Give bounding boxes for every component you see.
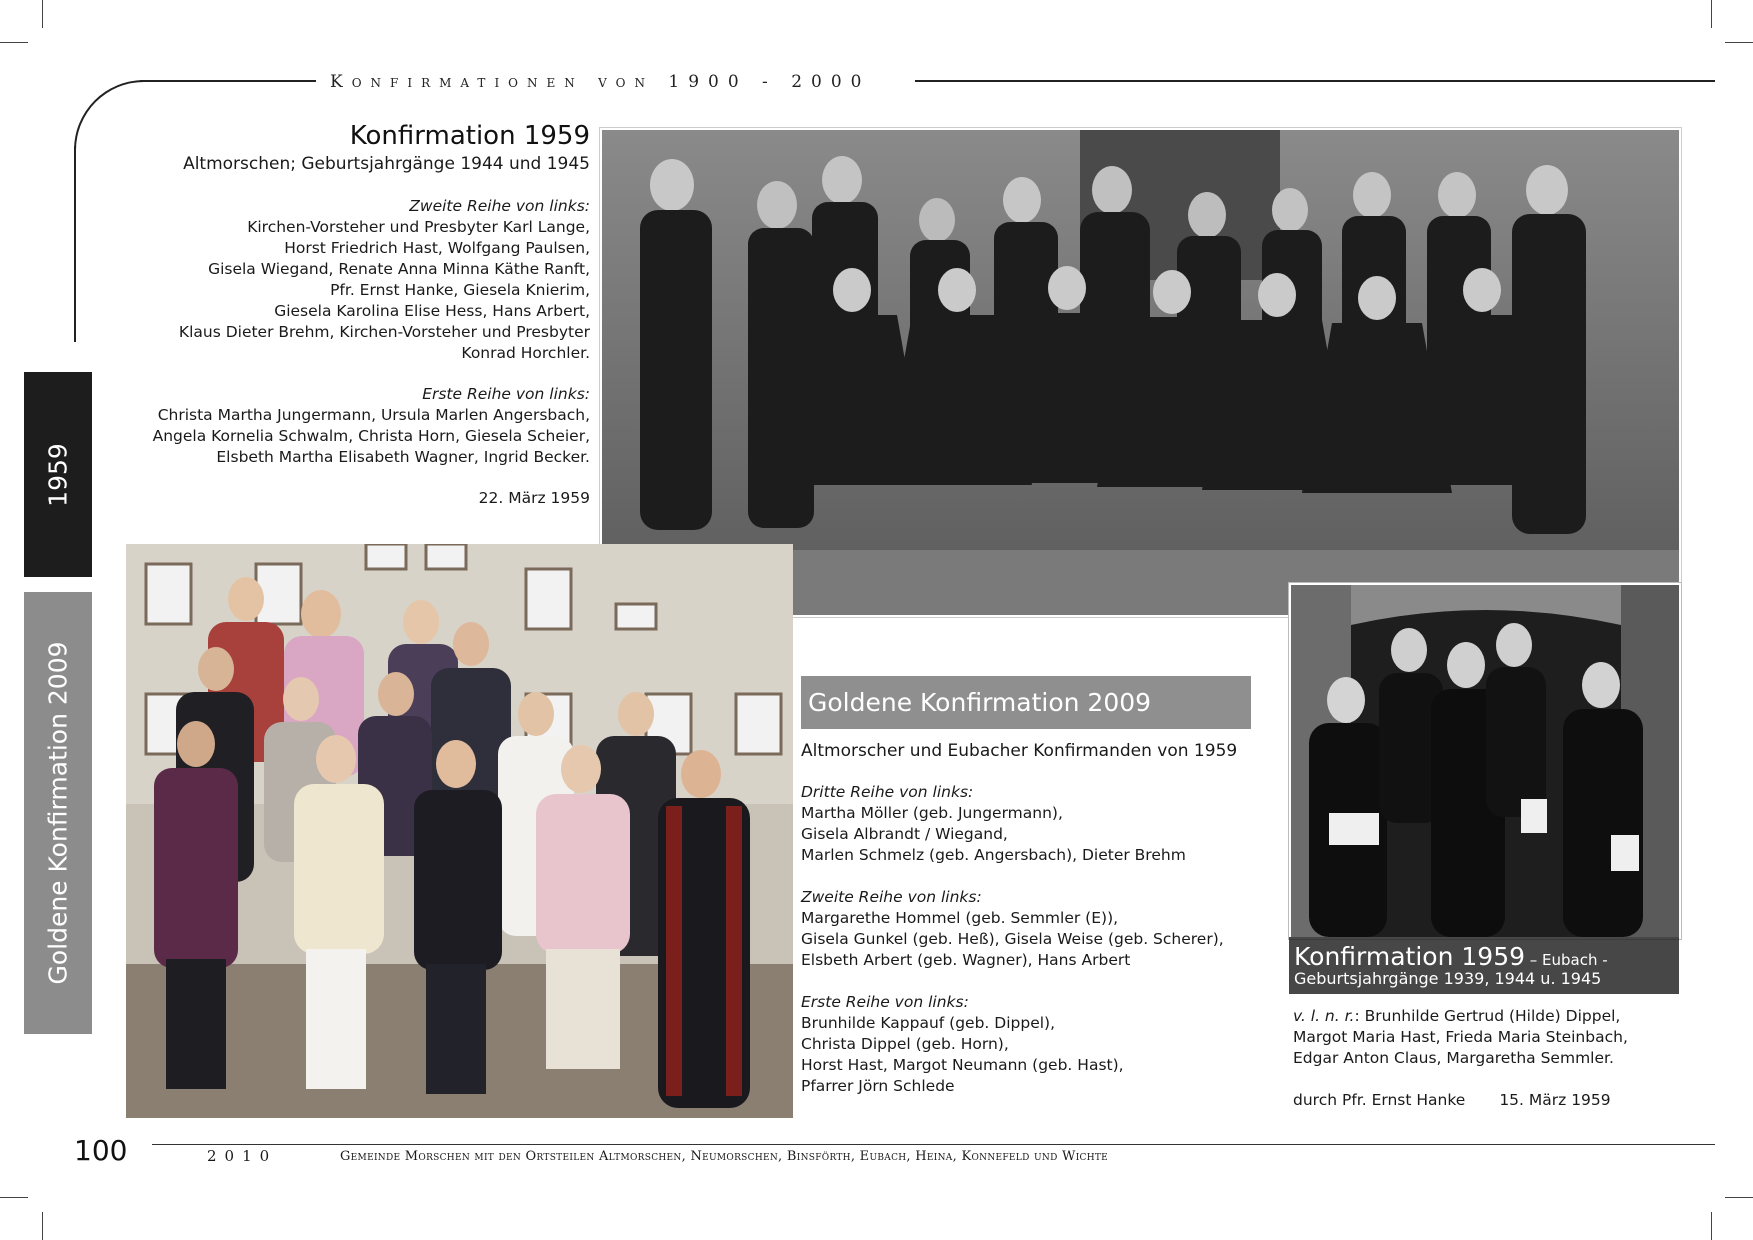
- eubach-caption-subtitle: Geburtsjahrgänge 1939, 1944 u. 1945: [1294, 969, 1602, 988]
- name-line: Gisela Gunkel (geb. Heß), Gisela Weise (geb. Scherer),: [801, 930, 1224, 948]
- eubach-date: 15. März 1959: [1499, 1091, 1611, 1109]
- group-photo-2009: [126, 544, 793, 1118]
- header-rule: [915, 80, 1715, 82]
- golden-banner: Goldene Konfirmation 2009: [801, 676, 1251, 729]
- officiant: durch Pfr. Ernst Hanke: [1293, 1091, 1466, 1109]
- crop-mark: [42, 0, 43, 28]
- name-line: Kirchen-Vorsteher und Presbyter Karl Lange,: [247, 218, 590, 236]
- name-line: Pfr. Ernst Hanke, Giesela Knierim,: [330, 281, 590, 299]
- eubach-caption-suffix: – Eubach -: [1525, 951, 1608, 969]
- group-photo-eubach: [1289, 583, 1681, 939]
- name-line: Christa Martha Jungermann, Ursula Marlen Angersbach,: [157, 406, 590, 424]
- name-line: Elsbeth Martha Elisabeth Wagner, Ingrid Becker.: [216, 448, 590, 466]
- name-line: Margarethe Hommel (geb. Semmler (E)),: [801, 909, 1119, 927]
- name-line: Brunhilde Kappauf (geb. Dippel),: [801, 1014, 1056, 1032]
- crop-mark: [0, 1197, 28, 1198]
- section-tab-label: Goldene Konfirmation 2009: [43, 641, 73, 985]
- crop-mark: [1725, 1197, 1753, 1198]
- name-line: Pfarrer Jörn Schlede: [801, 1077, 955, 1095]
- name-line: Gisela Wiegand, Renate Anna Minna Käthe Ranft,: [208, 260, 590, 278]
- eubach-caption-box: [1289, 937, 1679, 994]
- year-tab-label: 1959: [43, 442, 73, 507]
- name-line: : Brunhilde Gertrud (Hilde) Dippel,: [1354, 1007, 1621, 1025]
- row-heading: Erste Reihe von links:: [422, 385, 590, 403]
- golden-subtitle: Altmorscher und Eubacher Konfirmanden von 1959: [801, 741, 1238, 761]
- header-rule: [140, 80, 316, 82]
- header-corner-line: [74, 80, 144, 150]
- name-line: Elsbeth Arbert (geb. Wagner), Hans Arbert: [801, 951, 1131, 969]
- page-number: 100: [74, 1134, 128, 1167]
- name-line: Klaus Dieter Brehm, Kirchen-Vorsteher und Presbyter: [178, 323, 590, 341]
- row-heading: Erste Reihe von links:: [801, 993, 969, 1011]
- running-title: Konfirmationen von 1900 - 2000: [330, 72, 871, 92]
- section-tab: [24, 592, 92, 1034]
- crop-mark: [42, 1212, 43, 1240]
- name-line: Martha Möller (geb. Jungermann),: [801, 804, 1063, 822]
- photo-date: 22. März 1959: [478, 489, 590, 507]
- crop-mark: [1711, 1212, 1712, 1240]
- caption-text: [120, 196, 590, 529]
- name-line: Horst Friedrich Hast, Wolfgang Paulsen,: [284, 239, 590, 257]
- section-subtitle: Altmorschen; Geburtsjahrgänge 1944 und 1945: [183, 154, 590, 174]
- name-line: Gisela Albrandt / Wiegand,: [801, 825, 1008, 843]
- row-heading: Zweite Reihe von links:: [409, 197, 590, 215]
- header-vertical-rule: [74, 146, 76, 342]
- crop-mark: [0, 42, 28, 43]
- name-line: Giesela Karolina Elise Hess, Hans Arbert,: [274, 302, 590, 320]
- vlnr-label: v. l. n. r.: [1293, 1007, 1355, 1025]
- eubach-caption-title: Konfirmation 1959: [1294, 942, 1526, 971]
- crop-mark: [1711, 0, 1712, 28]
- name-line: Horst Hast, Margot Neumann (geb. Hast),: [801, 1056, 1124, 1074]
- eubach-caption-text: [1293, 1006, 1683, 1132]
- name-line: Konrad Horchler.: [461, 344, 590, 362]
- crop-mark: [1725, 42, 1753, 43]
- footer-text: Gemeinde Morschen mit den Ortsteilen Altmorschen, Neumorschen, Binsförth, Eubach, Heina, Konnefeld und Wichte: [340, 1149, 1109, 1164]
- name-line: Angela Kornelia Schwalm, Christa Horn, Giesela Scheier,: [152, 427, 590, 445]
- section-title: Konfirmation 1959: [349, 121, 590, 151]
- name-line: Marlen Schmelz (geb. Angersbach), Dieter Brehm: [801, 846, 1186, 864]
- row-heading: Dritte Reihe von links:: [801, 783, 974, 801]
- name-line: Christa Dippel (geb. Horn),: [801, 1035, 1009, 1053]
- row-heading: Zweite Reihe von links:: [801, 888, 982, 906]
- golden-caption: [801, 741, 1261, 1118]
- name-line: Margot Maria Hast, Frieda Maria Steinbach,: [1293, 1028, 1628, 1046]
- name-line: Edgar Anton Claus, Margaretha Semmler.: [1293, 1049, 1614, 1067]
- footer-rule: [152, 1144, 1715, 1145]
- year-tab: [24, 372, 92, 577]
- footer-year: 2010: [207, 1147, 278, 1165]
